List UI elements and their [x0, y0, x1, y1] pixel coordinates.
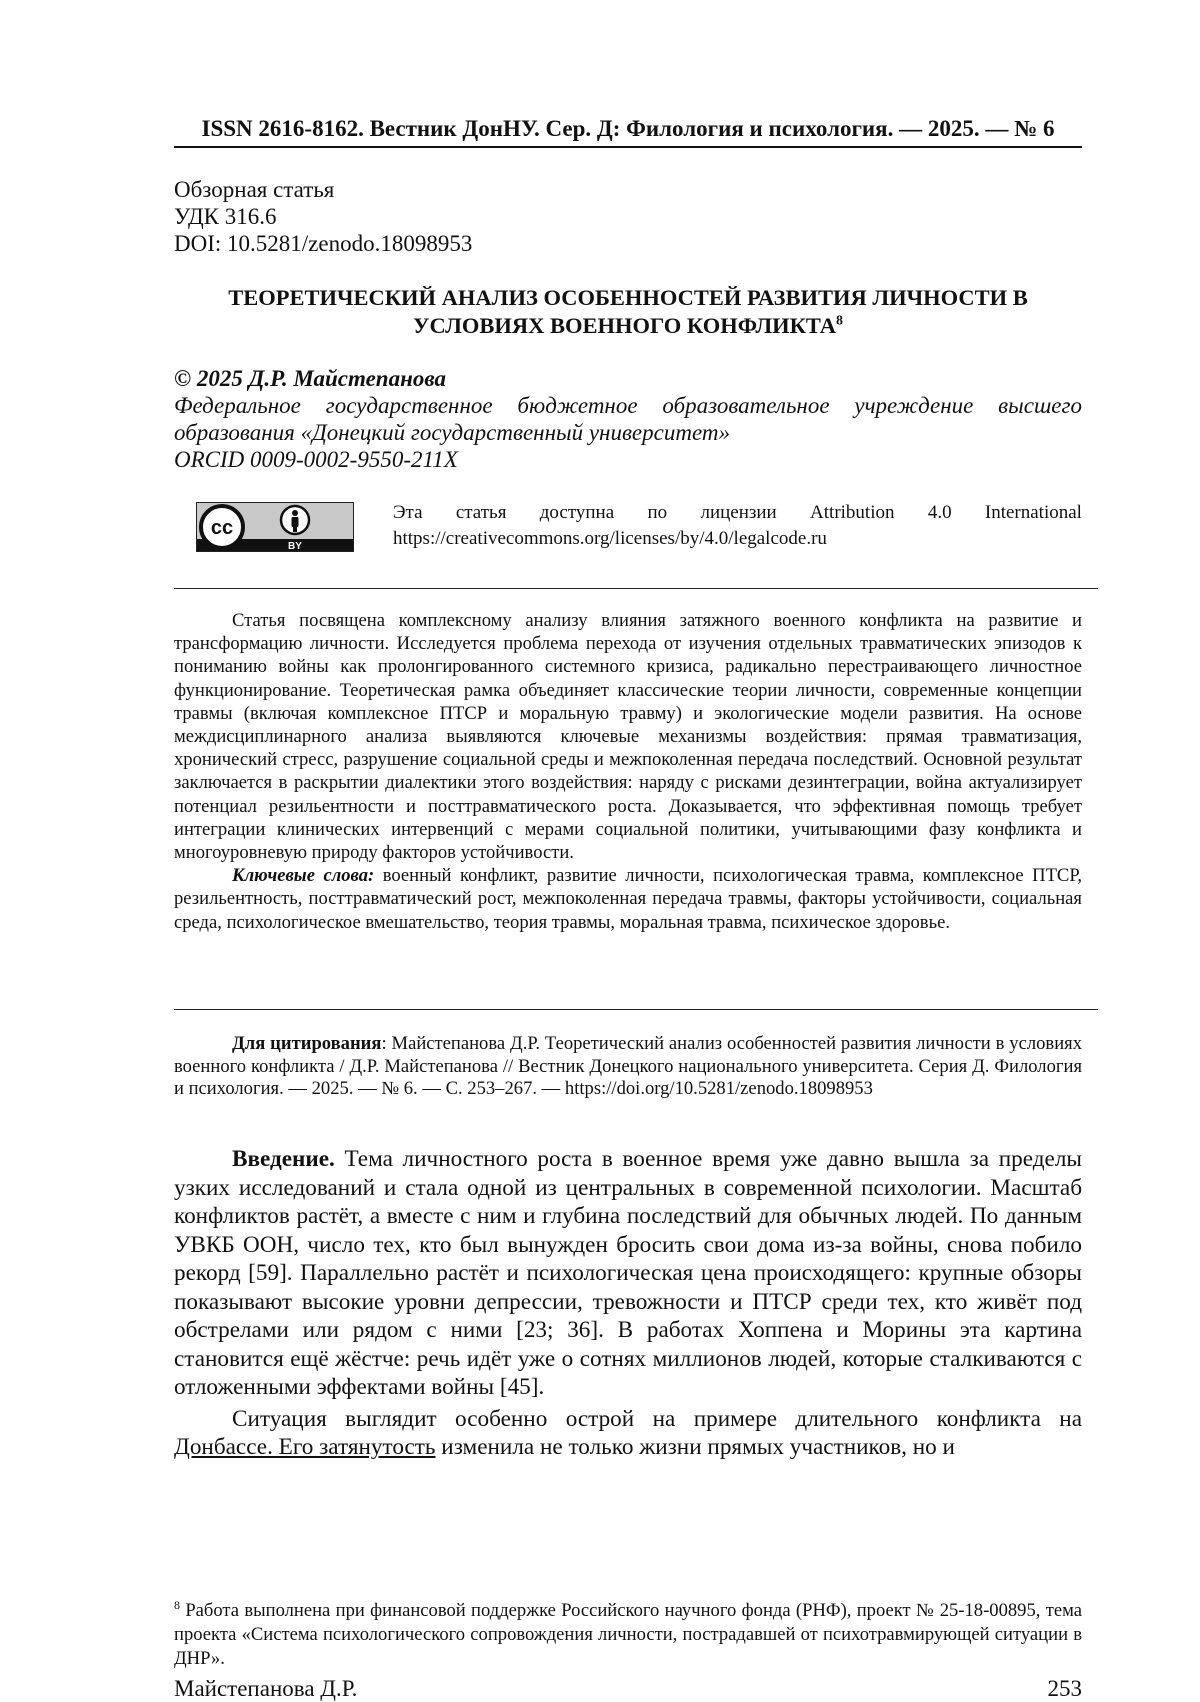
- footnote-text: Работа выполнена при финансовой поддержке Российского научного фонда (РНФ), проект № 25-18-00895, тема проекта «Система психологического сопровождения личности, пострадавшей от психотравмирующей ситуации в ДНР».: [174, 1600, 1082, 1670]
- abstract: [174, 609, 1082, 934]
- author-copyright: © 2025 Д.Р. Майстепанова: [174, 366, 446, 391]
- citation-label: Для цитирования: [232, 1033, 382, 1054]
- body-paragraph: [174, 1405, 1082, 1462]
- license-word: по: [647, 502, 668, 523]
- intro-heading: Введение.: [232, 1146, 335, 1172]
- license-word: 4.0: [927, 502, 952, 523]
- citation: [174, 1033, 1082, 1101]
- author-affiliation: Федеральное государственное бюджетное образовательное учреждение высшего образования «Донецкий государственный университет»: [174, 393, 1082, 445]
- page-number: 253: [1047, 1676, 1082, 1701]
- udk-code: УДК 316.6: [174, 204, 277, 229]
- abstract-text: Статья посвящена комплексному анализу влияния затяжного военного конфликта на развитие и трансформацию личности. Исследуется проблема перехода от изучения отдельных травматических эпизодов к пониманию войны как пролонгированного системного кризиса, радикально перестраивающего личностное функционирование. Теоретическая рамка объединяет классические теории личности, современные концепции травмы (включая комплексное ПТСР и моральную травму) и экологические модели развития. На основе междисциплинарного анализа выявляются ключевые механизмы воздействия: прямая травматизация, хронический стресс, разрушение социальной среды и межпоколенная передача последствий. Основной результат заключается в раскрытии диалектики этого воздействия: наряду с рисками дезинтеграции, война актуализирует потенциал резильентности и посттравматического роста. Доказывается, что эффективная помощь требует интеграции клинических интервенций с мерами социальной политики, учитывающими фазу конфликта и многоуровневую природу факторов устойчивости.: [174, 610, 1082, 864]
- intro-text: Тема личностного роста в военное время уже давно вышла за пределы узких исследований и стала одной из центральных в современной психологии. Масштаб конфликтов растёт, а вместе с ним и глубина последствий для обычных людей. По данным УВКБ ООН, число тех, кто был вынужден бросить свои дома из-за войны, снова побило рекорд [59]. Параллельно растёт и психологическая цена происходящего: крупные обзоры показывают высокие уровни депрессии, тревожности и ПТСР среди тех, кто живёт под обстрелами или рядом с ними [23; 36]. В работах Хоппена и Морины эта картина становится ещё жёстче: речь идёт уже о сотнях миллионов людей, которые сталкиваются с отложенными эффектами войны [45].: [174, 1146, 1082, 1400]
- license-word: статья: [455, 502, 507, 523]
- para2-start: Ситуация выглядит особенно острой на примере длительного конфликта на: [232, 1405, 1082, 1432]
- license-word: Attribution: [810, 502, 895, 523]
- doi[interactable]: DOI: 10.5281/zenodo.18098953: [174, 231, 473, 256]
- section-divider: [174, 1009, 1098, 1010]
- author-block: [174, 365, 1082, 473]
- para2-underlined: Донбассе. Его затянутость: [174, 1434, 436, 1460]
- keywords: [174, 864, 1082, 934]
- footnote: [174, 1593, 1082, 1671]
- title-footnote-mark[interactable]: 8: [836, 313, 844, 329]
- footnote-mark: 8: [174, 1598, 180, 1612]
- running-header: ISSN 2616-8162. Вестник ДонНУ. Сер. Д: Филология и психология. — 2025. — № 6: [174, 114, 1082, 148]
- page-footer: [174, 1676, 1082, 1702]
- license-word: Эта: [393, 502, 423, 523]
- license-url[interactable]: https://creativecommons.org/licenses/by/4.0/legalcode.ru: [393, 528, 827, 549]
- license-sentence: [393, 500, 1082, 526]
- cc-by-license-badge[interactable]: [196, 502, 354, 552]
- cc-icon-text: cc: [210, 517, 234, 539]
- license-word: лицензии: [700, 502, 777, 523]
- license-text: [393, 500, 1082, 552]
- author-orcid[interactable]: ORCID 0009-0002-9550-211X: [174, 447, 458, 472]
- body-paragraph: [174, 1145, 1082, 1402]
- body-text: [174, 1145, 1082, 1465]
- cc-icon: [201, 506, 243, 548]
- article-type: Обзорная статья: [174, 177, 335, 202]
- license-word: International: [984, 502, 1082, 523]
- person-icon: [281, 506, 309, 534]
- keywords-label: Ключевые слова:: [232, 865, 375, 887]
- para2-end: изменила не только жизни прямых участников, но и: [435, 1434, 955, 1460]
- citation-text: : Майстепанова Д.Р. Теоретический анализ особенностей развития личности в условиях военного конфликта / Д.Р. Майстепанова // Вестник Донецкого национального университета. Серия Д. Филология и психология. — 2025. — № 6. — С. 253–267. — https://doi.org/10.5281/zenodo.18098953: [174, 1033, 1082, 1099]
- license-word: доступна: [539, 502, 615, 523]
- keywords-list: военный конфликт, развитие личности, психологическая травма, комплексное ПТСР, резильентность, посттравматический рост, межпоколенная передача травмы, факторы устойчивости, социальная среда, психологическое вмешательство, теория травмы, моральная травма, психическое здоровье.: [174, 865, 1082, 933]
- article-title-text: ТЕОРЕТИЧЕСКИЙ АНАЛИЗ ОСОБЕННОСТЕЙ РАЗВИТИЯ ЛИЧНОСТИ В УСЛОВИЯХ ВОЕННОГО КОНФЛИКТА: [228, 285, 1028, 338]
- section-divider: [174, 588, 1098, 589]
- footer-author: Майстепанова Д.Р.: [174, 1676, 358, 1701]
- article-meta: [174, 176, 472, 257]
- by-label: BY: [288, 541, 302, 551]
- article-title: [174, 284, 1082, 340]
